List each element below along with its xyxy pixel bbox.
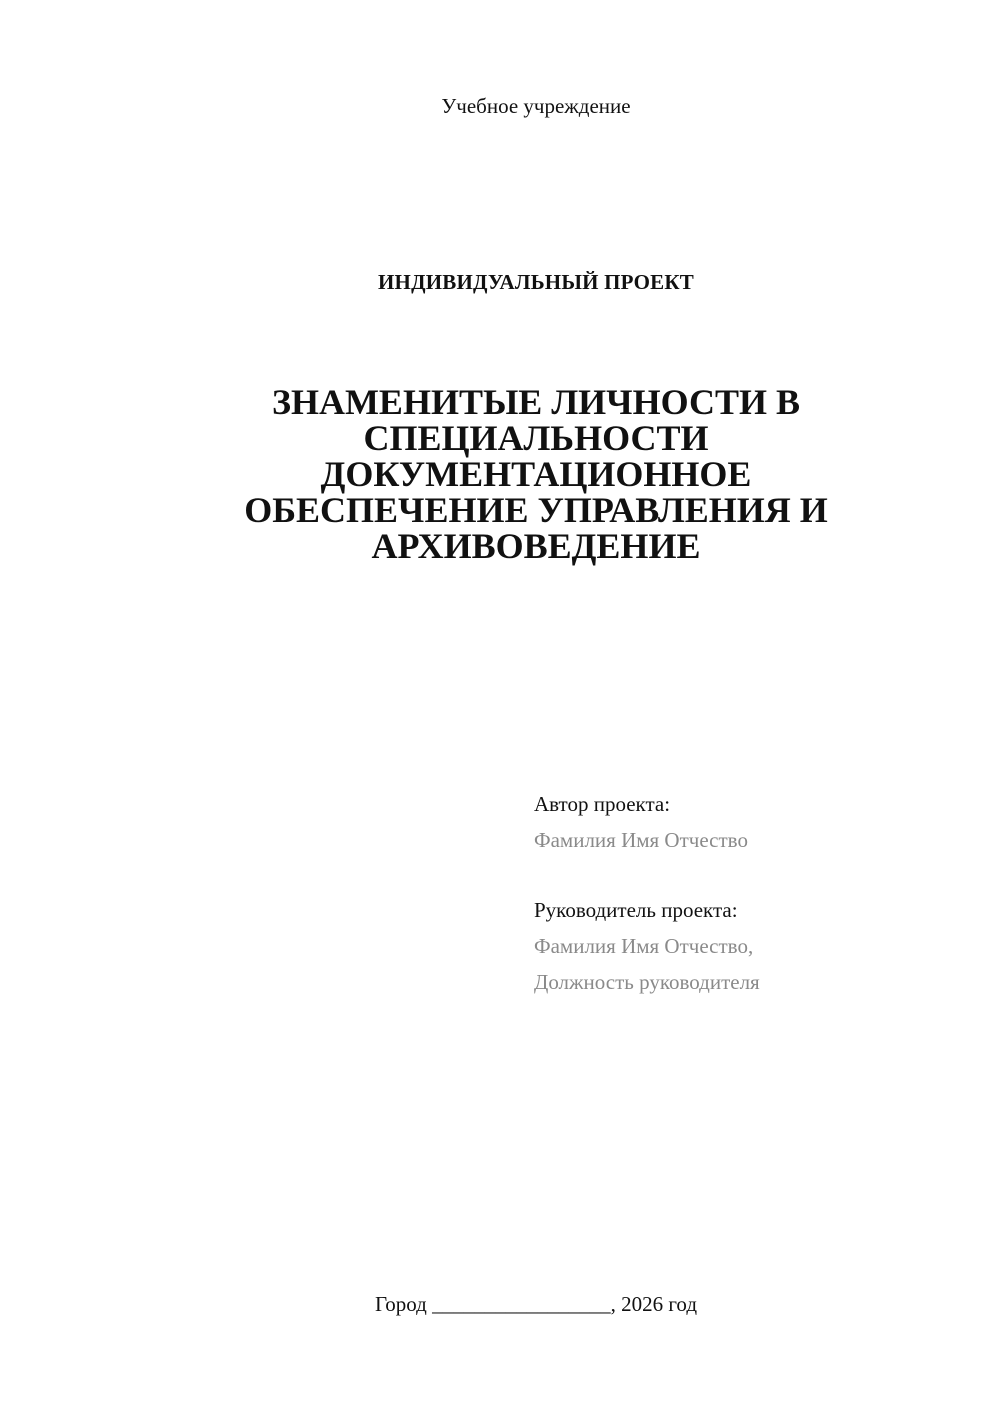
author-label: Автор проекта: bbox=[534, 792, 671, 816]
title-line: СПЕЦИАЛЬНОСТИ bbox=[363, 418, 709, 458]
institution-name: Учебное учреждение bbox=[441, 94, 631, 118]
project-type-heading: ИНДИВИДУАЛЬНЫЙ ПРОЕКТ bbox=[378, 270, 694, 294]
title-line: ЗНАМЕНИТЫЕ ЛИЧНОСТИ В bbox=[271, 382, 801, 422]
title-line: АРХИВОВЕДЕНИЕ bbox=[371, 526, 701, 566]
city-year-footer: Город _________________, 2026 год bbox=[374, 1292, 698, 1316]
author-block bbox=[534, 786, 748, 858]
supervisor-name: Фамилия Имя Отчество, bbox=[534, 934, 754, 958]
supervisor-block bbox=[534, 892, 760, 1000]
project-title bbox=[150, 384, 922, 564]
title-line: ДОКУМЕНТАЦИОННОЕ bbox=[320, 454, 752, 494]
title-line: ОБЕСПЕЧЕНИЕ УПРАВЛЕНИЯ И bbox=[244, 490, 828, 530]
supervisor-label: Руководитель проекта: bbox=[534, 898, 738, 922]
author-name: Фамилия Имя Отчество bbox=[534, 828, 748, 852]
supervisor-position: Должность руководителя bbox=[534, 970, 760, 994]
